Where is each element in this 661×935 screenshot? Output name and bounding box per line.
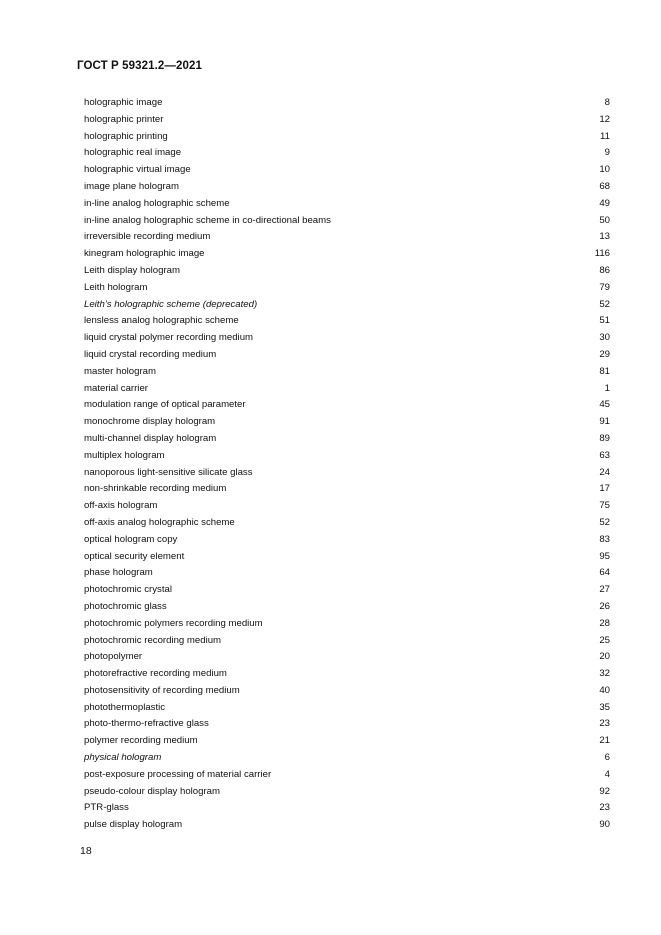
index-page-ref: 9 bbox=[604, 147, 610, 159]
index-term: liquid crystal polymer recording medium bbox=[84, 332, 254, 344]
index-entry bbox=[84, 633, 610, 650]
alphabetical-index bbox=[84, 95, 610, 834]
index-term: master hologram bbox=[84, 365, 156, 377]
index-term: Leith’s holographic scheme (deprecated) bbox=[84, 298, 258, 310]
index-term: optical security element bbox=[84, 550, 185, 562]
index-term: photochromic polymers recording medium bbox=[84, 617, 263, 629]
index-term: photo-thermo-refractive glass bbox=[84, 718, 209, 730]
index-entry bbox=[84, 112, 610, 129]
index-entry bbox=[84, 297, 610, 314]
index-entry bbox=[84, 750, 610, 767]
index-page-ref: 30 bbox=[599, 332, 610, 344]
index-page-ref: 63 bbox=[599, 449, 610, 461]
index-page-ref: 1 bbox=[604, 382, 610, 394]
index-page-ref: 92 bbox=[599, 785, 610, 797]
index-entry bbox=[84, 549, 610, 566]
index-page-ref: 75 bbox=[599, 500, 610, 512]
index-term: nanoporous light-sensitive silicate glass bbox=[84, 466, 253, 478]
index-entry bbox=[84, 213, 610, 230]
index-page-ref: 64 bbox=[599, 567, 610, 579]
index-entry bbox=[84, 481, 610, 498]
index-entry bbox=[84, 347, 610, 364]
index-entry bbox=[84, 179, 610, 196]
index-term: photothermoplastic bbox=[84, 701, 166, 713]
index-term: irreversible recording medium bbox=[84, 231, 211, 243]
index-term: pulse display hologram bbox=[84, 819, 183, 831]
index-entry bbox=[84, 498, 610, 515]
index-entry bbox=[84, 95, 610, 112]
index-entry bbox=[84, 145, 610, 162]
index-page-ref: 90 bbox=[599, 819, 610, 831]
index-term: photochromic glass bbox=[84, 600, 167, 612]
index-term: post-exposure processing of material carrier bbox=[84, 768, 272, 780]
index-term: physical hologram bbox=[84, 752, 162, 764]
page-number: 18 bbox=[80, 845, 92, 857]
index-entry bbox=[84, 784, 610, 801]
index-term: photochromic recording medium bbox=[84, 634, 222, 646]
index-page-ref: 26 bbox=[599, 600, 610, 612]
index-entry bbox=[84, 196, 610, 213]
index-entry bbox=[84, 616, 610, 633]
index-page-ref: 45 bbox=[599, 399, 610, 411]
index-page-ref: 32 bbox=[599, 668, 610, 680]
index-page-ref: 24 bbox=[599, 466, 610, 478]
index-entry bbox=[84, 129, 610, 146]
index-term: material carrier bbox=[84, 382, 148, 394]
index-entry bbox=[84, 381, 610, 398]
index-entry bbox=[84, 448, 610, 465]
index-page-ref: 11 bbox=[600, 130, 610, 142]
index-term: photosensitivity of recording medium bbox=[84, 684, 240, 696]
index-page-ref: 10 bbox=[599, 164, 610, 176]
index-term: optical hologram copy bbox=[84, 533, 178, 545]
index-entry bbox=[84, 263, 610, 280]
index-entry bbox=[84, 599, 610, 616]
index-term: modulation range of optical parameter bbox=[84, 399, 246, 411]
index-entry bbox=[84, 700, 610, 717]
index-term: off-axis hologram bbox=[84, 500, 158, 512]
index-term: multiplex hologram bbox=[84, 449, 165, 461]
index-page-ref: 27 bbox=[599, 584, 610, 596]
index-term: image plane hologram bbox=[84, 180, 179, 192]
index-term: off-axis analog holographic scheme bbox=[84, 516, 235, 528]
index-page-ref: 29 bbox=[599, 348, 610, 360]
index-page-ref: 95 bbox=[599, 550, 610, 562]
index-entry bbox=[84, 246, 610, 263]
index-term: lensless analog holographic scheme bbox=[84, 315, 239, 327]
index-page-ref: 35 bbox=[599, 701, 610, 713]
index-page-ref: 40 bbox=[599, 684, 610, 696]
index-entry bbox=[84, 229, 610, 246]
index-entry bbox=[84, 364, 610, 381]
index-term: polymer recording medium bbox=[84, 735, 198, 747]
index-page-ref: 52 bbox=[599, 298, 610, 310]
index-term: holographic printing bbox=[84, 130, 168, 142]
index-entry bbox=[84, 767, 610, 784]
index-entry bbox=[84, 733, 610, 750]
index-page-ref: 6 bbox=[604, 752, 610, 764]
index-page-ref: 68 bbox=[599, 180, 610, 192]
index-term: in-line analog holographic scheme bbox=[84, 197, 230, 209]
index-entry bbox=[84, 649, 610, 666]
index-entry bbox=[84, 800, 610, 817]
index-page-ref: 50 bbox=[599, 214, 610, 226]
index-entry bbox=[84, 532, 610, 549]
index-term: multi-channel display hologram bbox=[84, 432, 217, 444]
index-page-ref: 21 bbox=[599, 735, 610, 747]
index-page-ref: 23 bbox=[599, 718, 610, 730]
index-page-ref: 20 bbox=[599, 651, 610, 663]
index-page-ref: 51 bbox=[599, 315, 610, 327]
index-term: Leith hologram bbox=[84, 281, 148, 293]
index-term: monochrome display hologram bbox=[84, 416, 216, 428]
index-entry bbox=[84, 683, 610, 700]
index-entry bbox=[84, 280, 610, 297]
index-term: photochromic crystal bbox=[84, 584, 172, 596]
index-term: photopolymer bbox=[84, 651, 143, 663]
index-term: holographic image bbox=[84, 97, 163, 108]
index-entry bbox=[84, 582, 610, 599]
index-term: pseudo-colour display hologram bbox=[84, 785, 220, 797]
document-header: ГОСТ Р 59321.2—2021 bbox=[77, 60, 202, 72]
index-term: photorefractive recording medium bbox=[84, 668, 227, 680]
index-entry bbox=[84, 414, 610, 431]
index-term: Leith display hologram bbox=[84, 264, 180, 276]
index-page-ref: 28 bbox=[599, 617, 610, 629]
index-page-ref: 86 bbox=[599, 264, 610, 276]
index-entry bbox=[84, 431, 610, 448]
index-term: holographic virtual image bbox=[84, 164, 191, 176]
index-page-ref: 52 bbox=[599, 516, 610, 528]
index-page-ref: 4 bbox=[604, 768, 610, 780]
index-page-ref: 8 bbox=[604, 97, 610, 108]
index-entry bbox=[84, 330, 610, 347]
index-entry bbox=[84, 817, 610, 834]
index-page-ref: 83 bbox=[599, 533, 610, 545]
index-page-ref: 49 bbox=[599, 197, 610, 209]
index-page-ref: 25 bbox=[599, 634, 610, 646]
index-term: kinegram holographic image bbox=[84, 248, 205, 260]
index-page-ref: 81 bbox=[599, 365, 610, 377]
index-page-ref: 89 bbox=[599, 432, 610, 444]
index-page-ref: 91 bbox=[599, 416, 610, 428]
index-entry bbox=[84, 515, 610, 532]
index-page-ref: 116 bbox=[594, 248, 610, 260]
index-page-ref: 17 bbox=[599, 483, 610, 495]
index-entry bbox=[84, 313, 610, 330]
index-page-ref: 13 bbox=[599, 231, 610, 243]
index-entry bbox=[84, 565, 610, 582]
index-entry bbox=[84, 162, 610, 179]
index-term: PTR-glass bbox=[84, 802, 129, 814]
index-page-ref: 79 bbox=[599, 281, 610, 293]
index-page-ref: 12 bbox=[599, 113, 610, 125]
index-page-ref: 23 bbox=[599, 802, 610, 814]
index-term: holographic printer bbox=[84, 113, 164, 125]
index-term: phase hologram bbox=[84, 567, 153, 579]
index-term: holographic real image bbox=[84, 147, 182, 159]
index-term: liquid crystal recording medium bbox=[84, 348, 217, 360]
index-entry bbox=[84, 465, 610, 482]
index-entry bbox=[84, 716, 610, 733]
index-entry bbox=[84, 397, 610, 414]
index-term: in-line analog holographic scheme in co-directional beams bbox=[84, 214, 331, 226]
index-entry bbox=[84, 666, 610, 683]
index-term: non-shrinkable recording medium bbox=[84, 483, 227, 495]
